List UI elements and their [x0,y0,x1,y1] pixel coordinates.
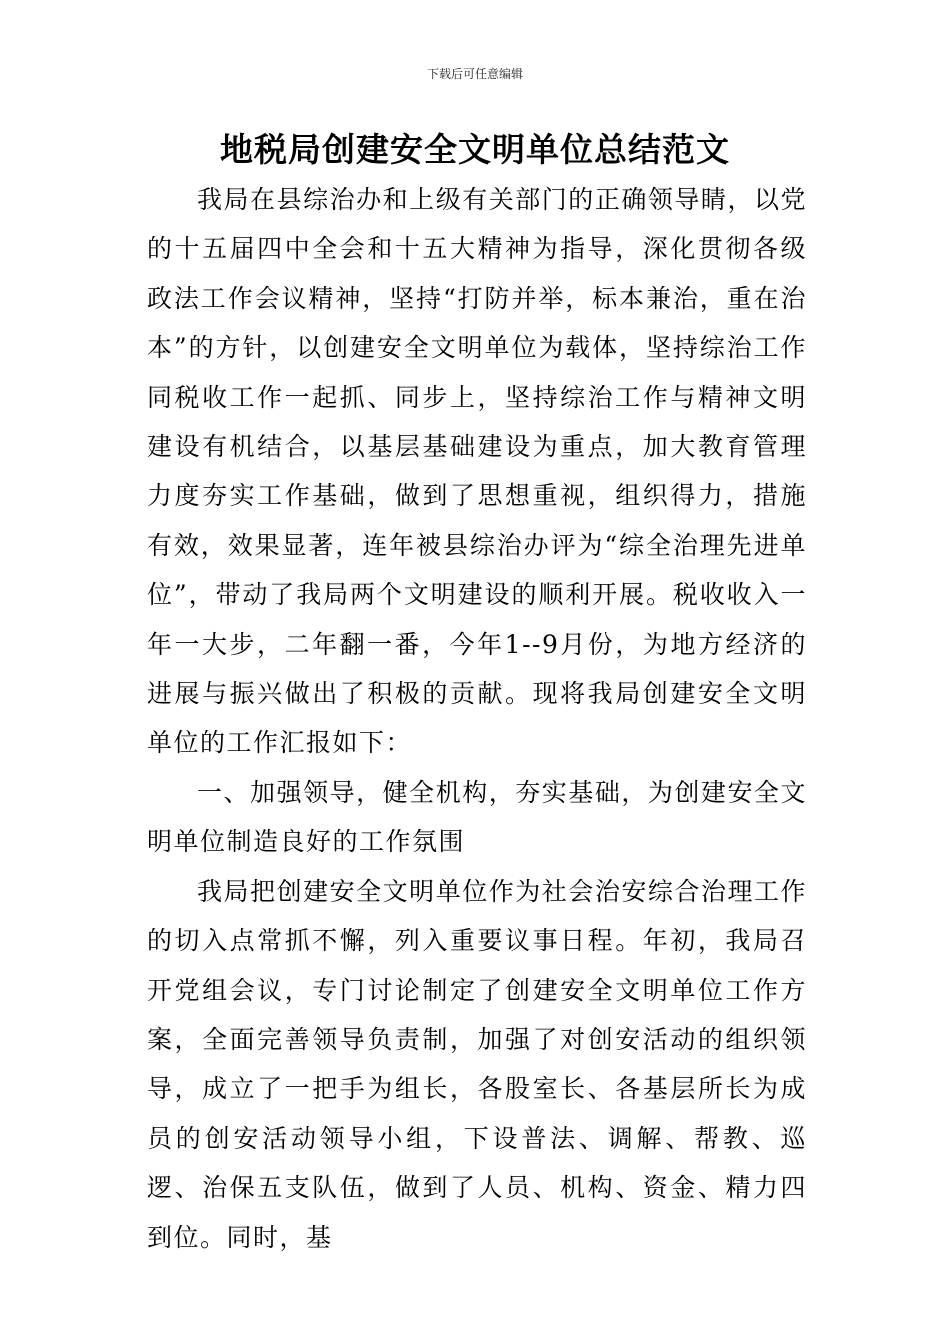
header-note: 下载后可任意编辑 [426,67,523,81]
paragraph-section-1: 我局把创建安全文明单位作为社会治安综合治理工作的切入点常抓不懈，列入重要议事日程。年初，我局召开党组会议，专门讨论制定了创建安全文明单位工作方案，全面完善领导负责制，加强了对创安活动的组织领导，成立了一把手为组长，各股室长、各基层所长为成员的创安活动领导小组，下设普法、调解、帮教、巡逻、治保五支队伍，做到了人员、机构、资金、精力四到位。同时，基 [147,876,807,1252]
document-body [147,175,807,1262]
section-heading-1: 一、加强领导，健全机构，夯实基础，为创建安全文明单位制造良好的工作氛围 [147,777,807,857]
paragraph-intro: 我局在县综治办和上级有关部门的正确领导睛，以党的十五届四中全会和十五大精神为指导，深化贯彻各级政法工作会议精神，坚持“打防并举，标本兼治，重在治本”的方针，以创建安全文明单位为载体，坚持综治工作同税收工作一起抓、同步上，坚持综治工作与精神文明建设有机结合，以基层基础建设为重点，加大教育管理力度夯实工作基础，做到了思想重视，组织得力，措施有效，效果显著，连年被县综治办评为“综全治理先进单位”，带动了我局两个文明建设的顺利开展。税收收入一年一大步，二年翻一番，今年1--9月份，为地方经济的进展与振兴做出了积极的贡献。现将我局创建安全文明单位的工作汇报如下： [147,185,807,758]
document-title: 地税局创建安全文明单位总结范文 [220,130,730,169]
